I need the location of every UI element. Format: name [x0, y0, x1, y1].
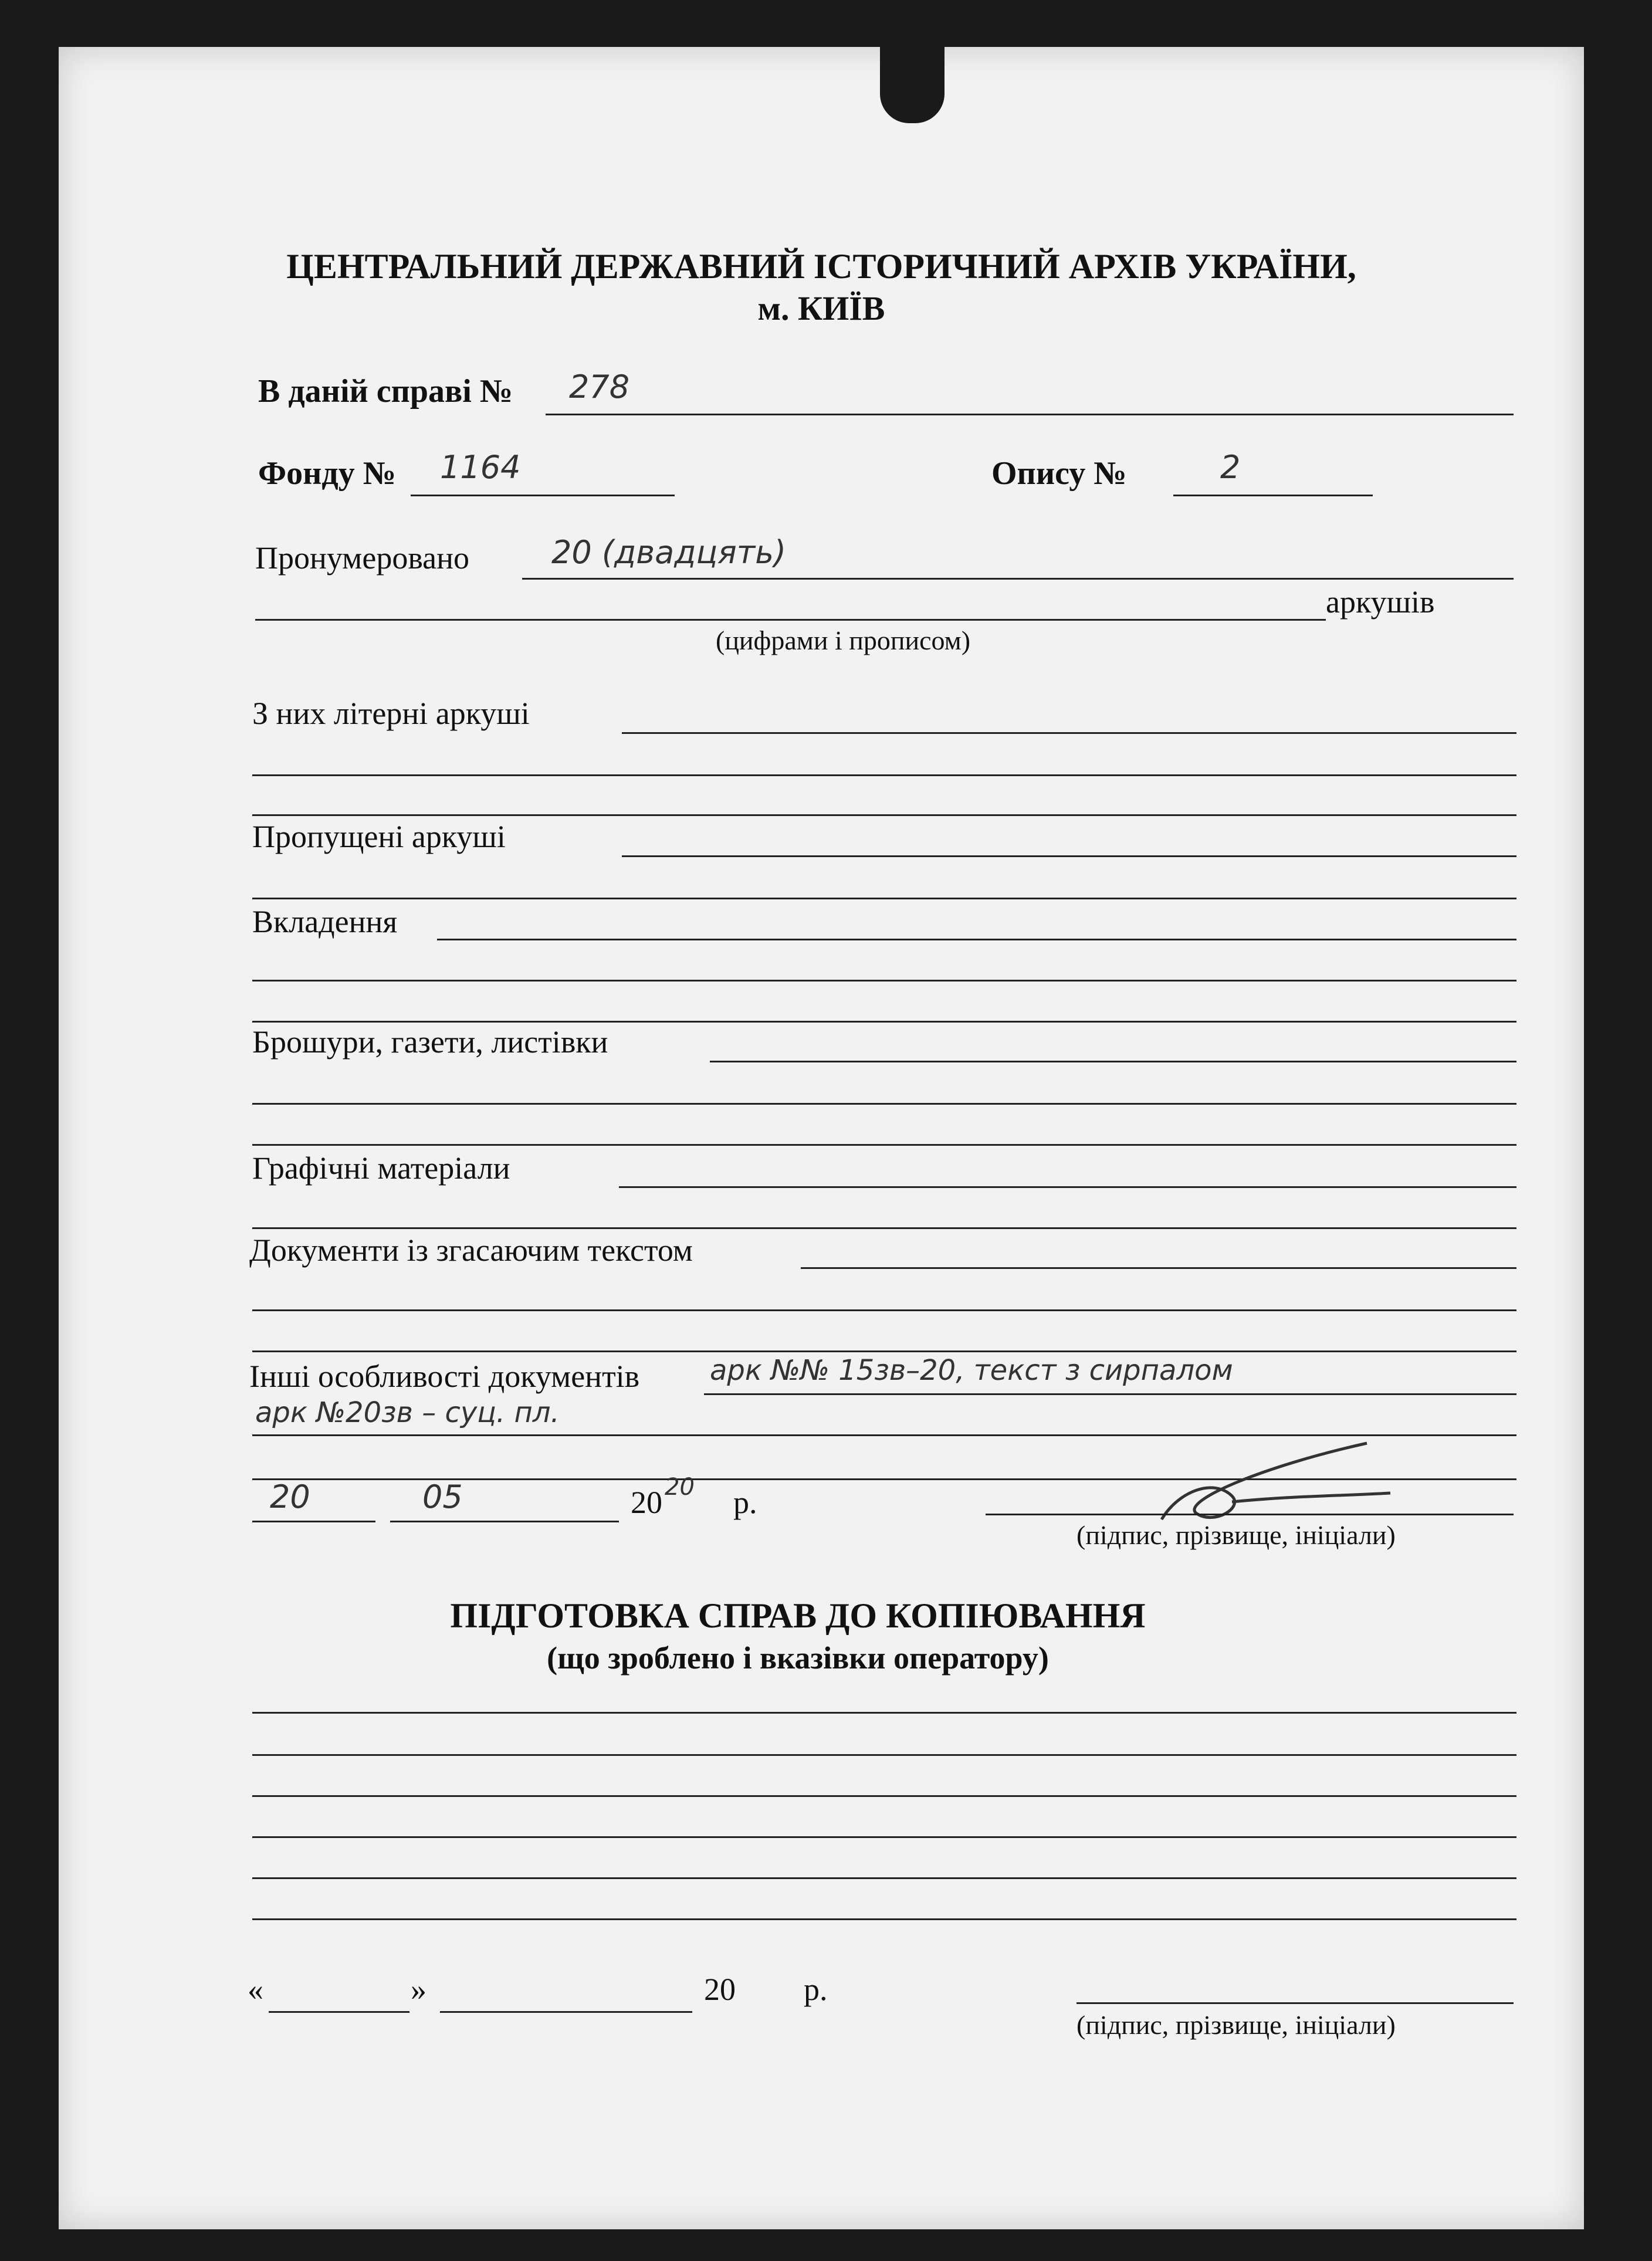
date1-year-hand[interactable]: 20: [665, 1474, 695, 1501]
numbered-value[interactable]: 20 (двадцять): [551, 534, 787, 571]
missing-line-2: [252, 898, 1516, 899]
faded-line-2: [252, 1309, 1516, 1311]
brochures-line-3: [252, 1144, 1516, 1146]
case-label: В даній справі №: [258, 373, 513, 409]
missing-line-1: [622, 855, 1516, 857]
other-line-1: [704, 1393, 1516, 1395]
signature1-line: [986, 1514, 1514, 1515]
other-value-line1[interactable]: арк №№ 15зв–20, текст з сирпалом: [710, 1354, 1233, 1387]
opys-value[interactable]: 2: [1220, 449, 1241, 486]
faded-label: Документи із згасаючим текстом: [249, 1233, 693, 1268]
numbered-label: Пронумеровано: [255, 540, 469, 576]
fond-line: [411, 495, 675, 496]
archive-name: ЦЕНТРАЛЬНИЙ ДЕРЖАВНИЙ ІСТОРИЧНИЙ АРХІВ УКРАЇНИ,: [286, 247, 1356, 286]
litera-line-2: [252, 774, 1516, 776]
numbered-suffix: аркушів: [1326, 584, 1435, 620]
archive-city: м. КИЇВ: [757, 289, 885, 327]
faded-line-3: [252, 1350, 1516, 1352]
fond-value[interactable]: 1164: [440, 449, 521, 486]
numbered-line: [522, 578, 1514, 580]
copying-line-6: [252, 1918, 1516, 1920]
litera-line-1: [622, 732, 1516, 734]
signature1-hint: (підпис, прізвище, ініціали): [1076, 1520, 1396, 1550]
copying-subtitle: (що зроблено і вказівки оператору): [547, 1640, 1049, 1676]
attachments-line-1: [437, 939, 1516, 940]
signature2-line: [1076, 2002, 1514, 2004]
attachments-label: Вкладення: [252, 904, 398, 939]
date2-open-quote: «: [248, 1972, 263, 2007]
attachments-line-2: [252, 980, 1516, 981]
litera-sheets-label: З них літерні аркуші: [252, 696, 530, 731]
date2-close-quote: »: [411, 1972, 426, 2007]
copying-line-4: [252, 1836, 1516, 1838]
date1-month[interactable]: 05: [422, 1478, 463, 1515]
archive-form-sheet: [59, 47, 1584, 2229]
date2-day-line: [269, 2011, 409, 2013]
date2-suffix: р.: [804, 1972, 828, 2007]
other-label: Інші особливості документів: [249, 1359, 640, 1394]
numbered-line-2: [255, 619, 1326, 621]
copying-line-3: [252, 1795, 1516, 1797]
copying-title: ПІДГОТОВКА СПРАВ ДО КОПІЮВАННЯ: [450, 1596, 1146, 1635]
copying-line-2: [252, 1754, 1516, 1756]
case-line: [546, 414, 1514, 415]
copying-line-5: [252, 1877, 1516, 1879]
date1-day-line: [252, 1521, 375, 1522]
case-value[interactable]: 278: [569, 368, 630, 405]
brochures-label: Брошури, газети, листівки: [252, 1024, 608, 1060]
missing-sheets-label: Пропущені аркуші: [252, 819, 506, 854]
date1-day[interactable]: 20: [270, 1478, 310, 1515]
date2-year-prefix: 20: [704, 1972, 736, 2007]
brochures-line-1: [710, 1061, 1516, 1062]
date2-month-line: [440, 2011, 692, 2013]
attachments-line-3: [252, 1021, 1516, 1023]
numbered-hint: (цифрами і прописом): [716, 625, 971, 655]
date1-month-line: [390, 1521, 619, 1522]
fond-label: Фонду №: [258, 455, 396, 492]
graphics-label: Графічні матеріали: [252, 1150, 510, 1186]
date1-year-prefix: 20: [631, 1485, 662, 1520]
graphics-line-2: [252, 1227, 1516, 1229]
signature2-hint: (підпис, прізвище, ініціали): [1076, 2010, 1396, 2040]
opys-line: [1173, 495, 1373, 496]
copying-line-1: [252, 1712, 1516, 1714]
opys-label: Опису №: [991, 455, 1127, 492]
other-value-line2[interactable]: арк №20зв – суц. пл.: [255, 1396, 560, 1429]
faded-line-1: [801, 1267, 1516, 1269]
litera-line-3: [252, 814, 1516, 816]
date1-suffix: р.: [733, 1485, 757, 1520]
paper-notch: [880, 47, 945, 123]
graphics-line-1: [619, 1186, 1516, 1188]
brochures-line-2: [252, 1103, 1516, 1105]
